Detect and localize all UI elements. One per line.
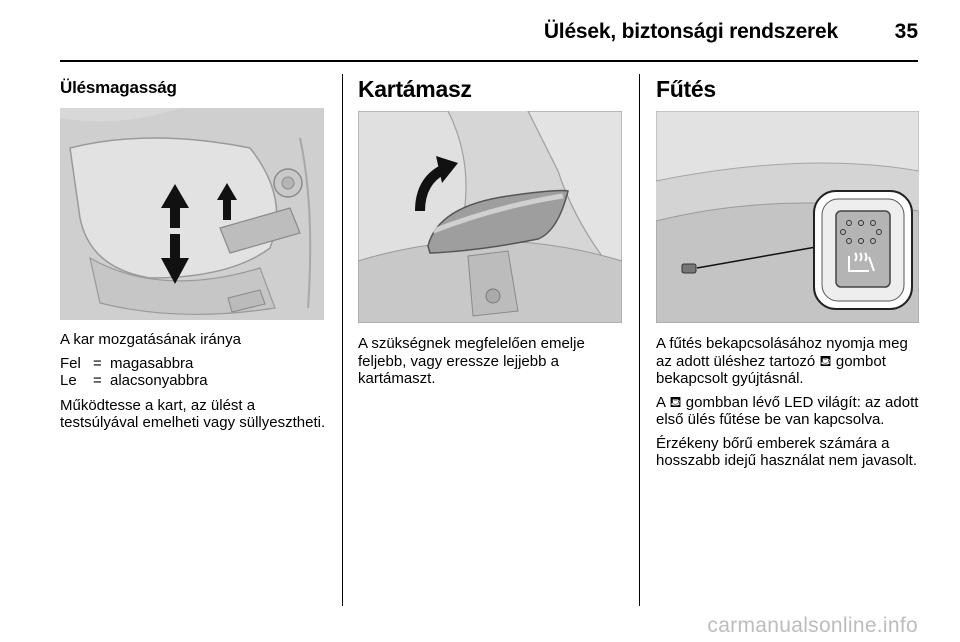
section-heading: Fűtés (656, 76, 716, 102)
armrest-illustration (358, 111, 622, 323)
definition-value: magasabbra (110, 354, 194, 372)
figure-caption: A kar mozgatásának iránya (60, 331, 241, 348)
seat-heating-illustration (656, 111, 919, 323)
definition-equals: = (93, 354, 102, 372)
seat-heating-drawing (656, 111, 919, 323)
seat-height-illustration (60, 108, 324, 320)
definition-row (60, 372, 208, 390)
body-paragraph: A fűtés bekapcsolásához nyomja meg az adott üléshez tartozó ⛾ gombot bekapcsolt gyújtásnál. (656, 335, 908, 387)
column-divider (639, 74, 640, 606)
definition-row (60, 355, 208, 373)
watermark: carmanualsonline.info (707, 614, 918, 637)
header-title: Ülések, biztonsági rendszerek (543, 20, 838, 43)
section-body (656, 335, 922, 476)
seat-height-drawing (60, 108, 324, 320)
body-paragraph: A ⛾ gombban lévő LED világít: az adott első ülés fűtése be van kapcsolva. (656, 393, 919, 428)
page-number: 35 (894, 20, 918, 43)
section-seat-height (60, 72, 326, 431)
definition-term: Fel (60, 354, 81, 372)
column-divider (342, 74, 343, 606)
definition-equals: = (93, 372, 102, 389)
armrest-drawing (358, 111, 622, 323)
header-rule (60, 60, 918, 62)
section-heading: Kartámasz (358, 76, 472, 102)
body-paragraph: Működtesse a kart, az ülést a testsúlyával emelheti vagy süllyesztheti. (60, 396, 326, 431)
body-paragraph: A szükségnek megfelelően emelje feljebb, vagy eressze lejjebb a kartámaszt. (358, 335, 585, 387)
body-paragraph: Érzékeny bőrű emberek számára a hosszabb idejű használat nem javasolt. (656, 434, 917, 469)
section-heading: Ülésmagasság (60, 78, 177, 97)
definition-value: alacsonyabbra (110, 372, 208, 389)
section-heating (656, 72, 920, 469)
definition-term: Le (60, 372, 77, 389)
section-body (358, 335, 624, 394)
section-armrest (358, 72, 624, 387)
definition-list (60, 355, 208, 390)
section-body (60, 331, 326, 438)
